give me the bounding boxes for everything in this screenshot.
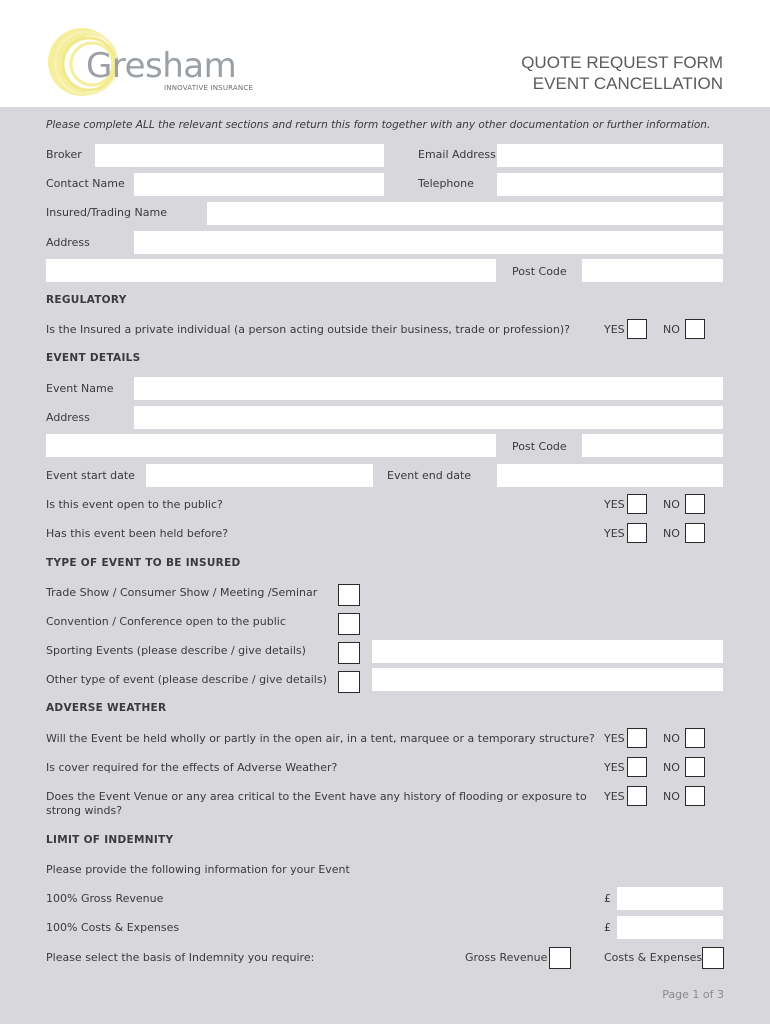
event-postcode-label: Post Code [512, 440, 567, 453]
held-before-question: Has this event been held before? [46, 527, 229, 540]
public-question: Is this event open to the public? [46, 498, 223, 511]
telephone-field[interactable] [497, 173, 723, 196]
regulatory-heading: REGULATORY [46, 294, 127, 306]
title-line-1: QUOTE REQUEST FORM [521, 53, 723, 72]
brand-tagline: INNOVATIVE INSURANCE [164, 84, 254, 92]
indemnity-instruction: Please provide the following information for your Event [46, 863, 350, 876]
contact-name-field[interactable] [134, 173, 384, 196]
event-type-heading: TYPE OF EVENT TO BE INSURED [46, 557, 241, 569]
cover-yes-checkbox[interactable] [627, 757, 647, 777]
start-date-label: Event start date [46, 469, 135, 482]
page-header [0, 0, 770, 107]
document-title [521, 52, 723, 94]
broker-label: Broker [46, 148, 82, 161]
event-name-label: Event Name [46, 382, 114, 395]
event-details-heading: EVENT DETAILS [46, 352, 141, 364]
yes-label: YES [604, 732, 625, 745]
end-date-field[interactable] [497, 464, 723, 487]
postcode-field[interactable] [582, 259, 723, 282]
email-label: Email Address [418, 148, 496, 161]
broker-field[interactable] [95, 144, 384, 167]
other-checkbox[interactable] [338, 671, 360, 693]
event-name-field[interactable] [134, 377, 723, 400]
costs-field[interactable] [617, 916, 723, 939]
sporting-checkbox[interactable] [338, 642, 360, 664]
trade-show-label: Trade Show / Consumer Show / Meeting /Seminar [46, 586, 318, 599]
public-yes-checkbox[interactable] [627, 494, 647, 514]
yes-label: YES [604, 323, 625, 336]
event-address-field[interactable] [134, 406, 723, 429]
flood-question-line1: Does the Event Venue or any area critical to the Event have any history of flooding or exposure to [46, 790, 587, 803]
gross-revenue-field[interactable] [617, 887, 723, 910]
convention-checkbox[interactable] [338, 613, 360, 635]
yes-label: YES [604, 527, 625, 540]
insured-label: Insured/Trading Name [46, 206, 167, 219]
cover-no-checkbox[interactable] [685, 757, 705, 777]
address-label: Address [46, 236, 90, 249]
flood-yes-checkbox[interactable] [627, 786, 647, 806]
costs-option-label: Costs & Expenses [604, 951, 703, 964]
flood-no-checkbox[interactable] [685, 786, 705, 806]
email-field[interactable] [497, 144, 723, 167]
yes-label: YES [604, 498, 625, 511]
costs-option-checkbox[interactable] [702, 947, 724, 969]
sporting-details-field[interactable] [372, 640, 723, 663]
cover-question: Is cover required for the effects of Adverse Weather? [46, 761, 338, 774]
title-line-2: EVENT CANCELLATION [532, 74, 723, 93]
no-label: NO [663, 790, 680, 803]
insured-field[interactable] [207, 202, 723, 225]
start-date-field[interactable] [146, 464, 373, 487]
regulatory-no-checkbox[interactable] [685, 319, 705, 339]
currency-symbol: £ [604, 921, 611, 934]
gross-option-label: Gross Revenue [465, 951, 548, 964]
no-label: NO [663, 527, 680, 540]
event-postcode-field[interactable] [582, 434, 723, 457]
intro-text: Please complete ALL the relevant sections and return this form together with any other documentation or further information. [46, 119, 711, 131]
regulatory-question: Is the Insured a private individual (a person acting outside their business, trade or profession)? [46, 323, 570, 336]
public-no-checkbox[interactable] [685, 494, 705, 514]
gross-revenue-label: 100% Gross Revenue [46, 892, 164, 905]
no-label: NO [663, 761, 680, 774]
sporting-label: Sporting Events (please describe / give details) [46, 644, 306, 657]
held-before-yes-checkbox[interactable] [627, 523, 647, 543]
brand-name: Gresham [86, 46, 237, 86]
basis-label: Please select the basis of Indemnity you require: [46, 951, 315, 964]
address-line2-field[interactable] [46, 259, 496, 282]
weather-heading: ADVERSE WEATHER [46, 702, 167, 714]
indemnity-heading: LIMIT OF INDEMNITY [46, 834, 174, 846]
contact-name-label: Contact Name [46, 177, 125, 190]
gross-option-checkbox[interactable] [549, 947, 571, 969]
currency-symbol: £ [604, 892, 611, 905]
no-label: NO [663, 732, 680, 745]
yes-label: YES [604, 761, 625, 774]
open-air-question: Will the Event be held wholly or partly in the open air, in a tent, marquee or a temporary structure? [46, 732, 595, 745]
flood-question-line2: strong winds? [46, 804, 123, 817]
gresham-logo [44, 26, 264, 101]
trade-show-checkbox[interactable] [338, 584, 360, 606]
address-field[interactable] [134, 231, 723, 254]
event-address-line2-field[interactable] [46, 434, 496, 457]
other-details-field[interactable] [372, 668, 723, 691]
convention-label: Convention / Conference open to the public [46, 615, 286, 628]
no-label: NO [663, 323, 680, 336]
end-date-label: Event end date [387, 469, 472, 482]
costs-label: 100% Costs & Expenses [46, 921, 180, 934]
regulatory-yes-checkbox[interactable] [627, 319, 647, 339]
no-label: NO [663, 498, 680, 511]
other-label: Other type of event (please describe / give details) [46, 673, 327, 686]
telephone-label: Telephone [418, 177, 474, 190]
page-number: Page 1 of 3 [662, 988, 724, 1001]
postcode-label: Post Code [512, 265, 567, 278]
open-air-yes-checkbox[interactable] [627, 728, 647, 748]
event-address-label: Address [46, 411, 90, 424]
held-before-no-checkbox[interactable] [685, 523, 705, 543]
yes-label: YES [604, 790, 625, 803]
open-air-no-checkbox[interactable] [685, 728, 705, 748]
